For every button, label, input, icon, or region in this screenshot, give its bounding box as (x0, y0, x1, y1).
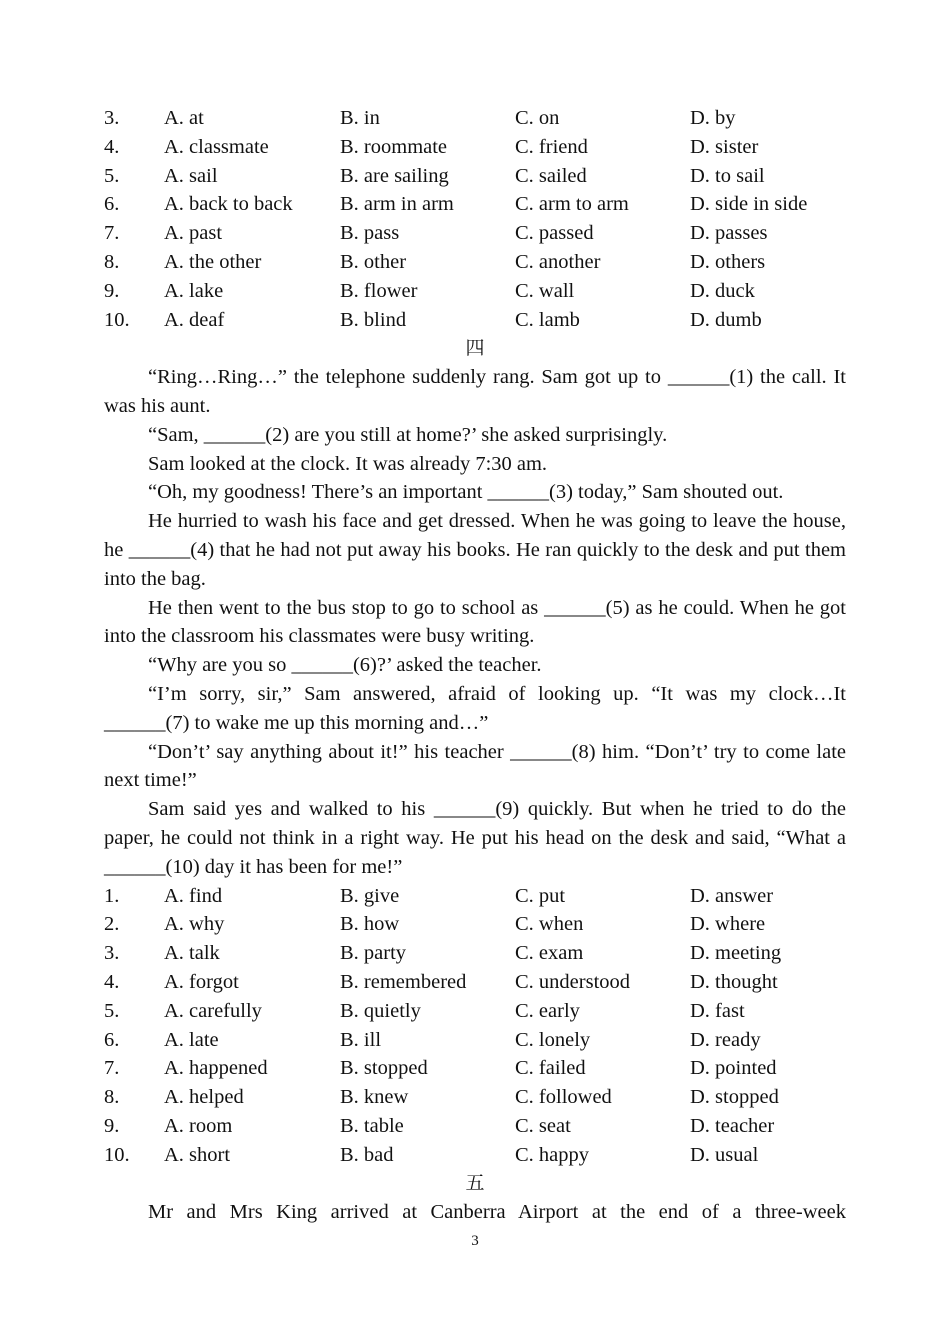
option-b: B. flower (340, 279, 418, 302)
passage-paragraph: “Ring…Ring…” the telephone suddenly rang. Sam got up to ______(1) the call. It was his aunt. (104, 366, 846, 417)
option-a: A. short (164, 1143, 231, 1166)
option-c: C. when (515, 913, 584, 936)
question-number: 3. (104, 942, 120, 965)
option-c: C. sailed (515, 164, 587, 187)
option-c: C. followed (515, 1086, 612, 1109)
question-row (104, 1112, 846, 1141)
question-row (104, 248, 846, 277)
option-d: D. dumb (690, 308, 762, 331)
option-b: B. in (340, 107, 380, 129)
option-d: D. side in side (690, 193, 808, 216)
option-c: C. wall (515, 279, 575, 302)
question-row (104, 1026, 846, 1055)
option-c: C. put (515, 884, 566, 907)
option-a: A. back to back (164, 193, 293, 216)
option-b: B. party (340, 942, 407, 965)
option-c: C. passed (515, 222, 594, 245)
option-d: D. sister (690, 135, 759, 158)
question-number: 7. (104, 1057, 120, 1080)
option-c: C. exam (515, 942, 584, 965)
passage-paragraph: “Why are you so ______(6)?’ asked the teacher. (148, 654, 542, 677)
option-d: D. passes (690, 222, 768, 245)
option-a: A. sail (164, 164, 218, 187)
question-number: 10. (104, 1143, 130, 1166)
option-b: B. knew (340, 1086, 409, 1109)
passage-paragraph: He hurried to wash his face and get dressed. When he was going to leave the house, he ______(4) that he had not put away his books. He ran quickly to the desk and put them into the bag. (104, 510, 846, 590)
option-a: A. carefully (164, 999, 262, 1022)
question-row (104, 190, 846, 219)
option-b: B. bad (340, 1143, 394, 1166)
option-c: C. arm to arm (515, 193, 629, 216)
option-c: C. lonely (515, 1028, 591, 1051)
option-b: B. blind (340, 308, 407, 331)
question-row (104, 939, 846, 968)
option-d: D. answer (690, 884, 774, 907)
option-a: A. late (164, 1028, 219, 1051)
question-number: 6. (104, 1028, 120, 1051)
option-a: A. at (164, 107, 204, 129)
option-b: B. table (340, 1114, 404, 1137)
question-number: 4. (104, 135, 120, 158)
question-number: 9. (104, 1114, 120, 1137)
passage-paragraph: Sam looked at the clock. It was already 7:30 am. (148, 452, 548, 475)
passage-paragraph: He then went to the bus stop to go to school as ______(5) as he could. When he got into the classroom his classmates were busy writing. (104, 596, 846, 648)
question-number: 5. (104, 164, 120, 187)
question-row (104, 882, 846, 911)
option-b: B. how (340, 913, 400, 936)
option-c: C. understood (515, 970, 631, 993)
option-b: B. stopped (340, 1057, 428, 1080)
option-c: C. early (515, 999, 580, 1022)
option-b: B. arm in arm (340, 193, 454, 216)
question-number: 8. (104, 1086, 120, 1109)
passage-paragraph: “Sam, ______(2) are you still at home?’ she asked surprisingly. (148, 423, 668, 446)
option-d: D. meeting (690, 942, 782, 965)
question-number: 9. (104, 279, 120, 302)
option-a: A. classmate (164, 135, 269, 158)
option-d: D. usual (690, 1143, 759, 1166)
section4-heading: 四 (465, 337, 485, 360)
option-a: A. room (164, 1114, 233, 1137)
passage-paragraph: Mr and Mrs King arrived at Canberra Airport at the end of a three-week (148, 1201, 846, 1224)
question-row (104, 968, 846, 997)
question-row (104, 104, 846, 133)
question-row (104, 133, 846, 162)
question-row (104, 910, 846, 939)
question-number: 7. (104, 222, 120, 245)
question-number: 3. (104, 107, 120, 129)
option-d: D. teacher (690, 1114, 775, 1137)
question-row (104, 1083, 846, 1112)
option-d: D. stopped (690, 1086, 779, 1109)
question-row (104, 277, 846, 306)
option-b: B. remembered (340, 970, 467, 993)
option-a: A. lake (164, 279, 224, 302)
option-c: C. seat (515, 1114, 571, 1137)
question-row (104, 1141, 846, 1170)
section5-heading: 五 (465, 1172, 485, 1195)
option-b: B. give (340, 884, 400, 907)
option-d: D. by (690, 107, 736, 129)
option-a: A. talk (164, 942, 220, 965)
option-b: B. roommate (340, 135, 448, 158)
option-b: B. other (340, 250, 407, 273)
option-a: A. forgot (164, 970, 239, 993)
option-a: A. happened (164, 1057, 268, 1080)
option-d: D. to sail (690, 164, 765, 187)
option-c: C. happy (515, 1143, 590, 1166)
option-d: D. thought (690, 970, 778, 993)
question-row (104, 1054, 846, 1083)
question-row (104, 162, 846, 191)
passage-paragraph: “Oh, my goodness! There’s an important ______(3) today,” Sam shouted out. (148, 481, 784, 504)
option-b: B. ill (340, 1028, 382, 1051)
option-d: D. others (690, 250, 766, 273)
question-number: 2. (104, 913, 120, 936)
question-number: 5. (104, 999, 120, 1022)
option-a: A. the other (164, 250, 262, 273)
section3-options (104, 104, 846, 334)
option-a: A. why (164, 913, 225, 936)
passage-paragraph: “I’m sorry, sir,” Sam answered, afraid of looking up. “It was my clock…It ______(7) to wake me up this morning and…” (104, 682, 846, 734)
option-b: B. quietly (340, 999, 421, 1022)
section4-options (104, 882, 846, 1170)
question-number: 1. (104, 884, 120, 907)
option-d: D. ready (690, 1028, 761, 1051)
option-c: C. another (515, 250, 601, 273)
option-a: A. deaf (164, 308, 225, 331)
option-d: D. duck (690, 279, 755, 302)
option-b: B. are sailing (340, 164, 449, 187)
question-number: 10. (104, 308, 130, 331)
option-b: B. pass (340, 222, 400, 245)
section4-passage (104, 363, 846, 881)
question-number: 6. (104, 193, 120, 216)
option-d: D. pointed (690, 1057, 777, 1080)
option-c: C. on (515, 107, 560, 129)
option-c: C. lamb (515, 308, 580, 331)
option-d: D. fast (690, 999, 745, 1022)
question-row (104, 997, 846, 1026)
option-c: C. failed (515, 1057, 586, 1080)
option-d: D. where (690, 913, 766, 936)
passage-paragraph: Sam said yes and walked to his ______(9) quickly. But when he tried to do the paper, he could not think in a right way. He put his head on the desk and said, “What a ______(10) day it has been for me!” (104, 798, 846, 878)
option-a: A. helped (164, 1086, 244, 1109)
option-c: C. friend (515, 135, 588, 158)
page-number: 3 (471, 1233, 479, 1249)
passage-paragraph: “Don’t’ say anything about it!” his teacher ______(8) him. “Don’t’ try to come late next time!” (104, 740, 846, 792)
question-number: 4. (104, 970, 120, 993)
question-row (104, 219, 846, 248)
question-row (104, 306, 846, 335)
worksheet-page (104, 104, 846, 1227)
option-a: A. past (164, 222, 223, 245)
question-number: 8. (104, 250, 120, 273)
option-a: A. find (164, 884, 223, 907)
